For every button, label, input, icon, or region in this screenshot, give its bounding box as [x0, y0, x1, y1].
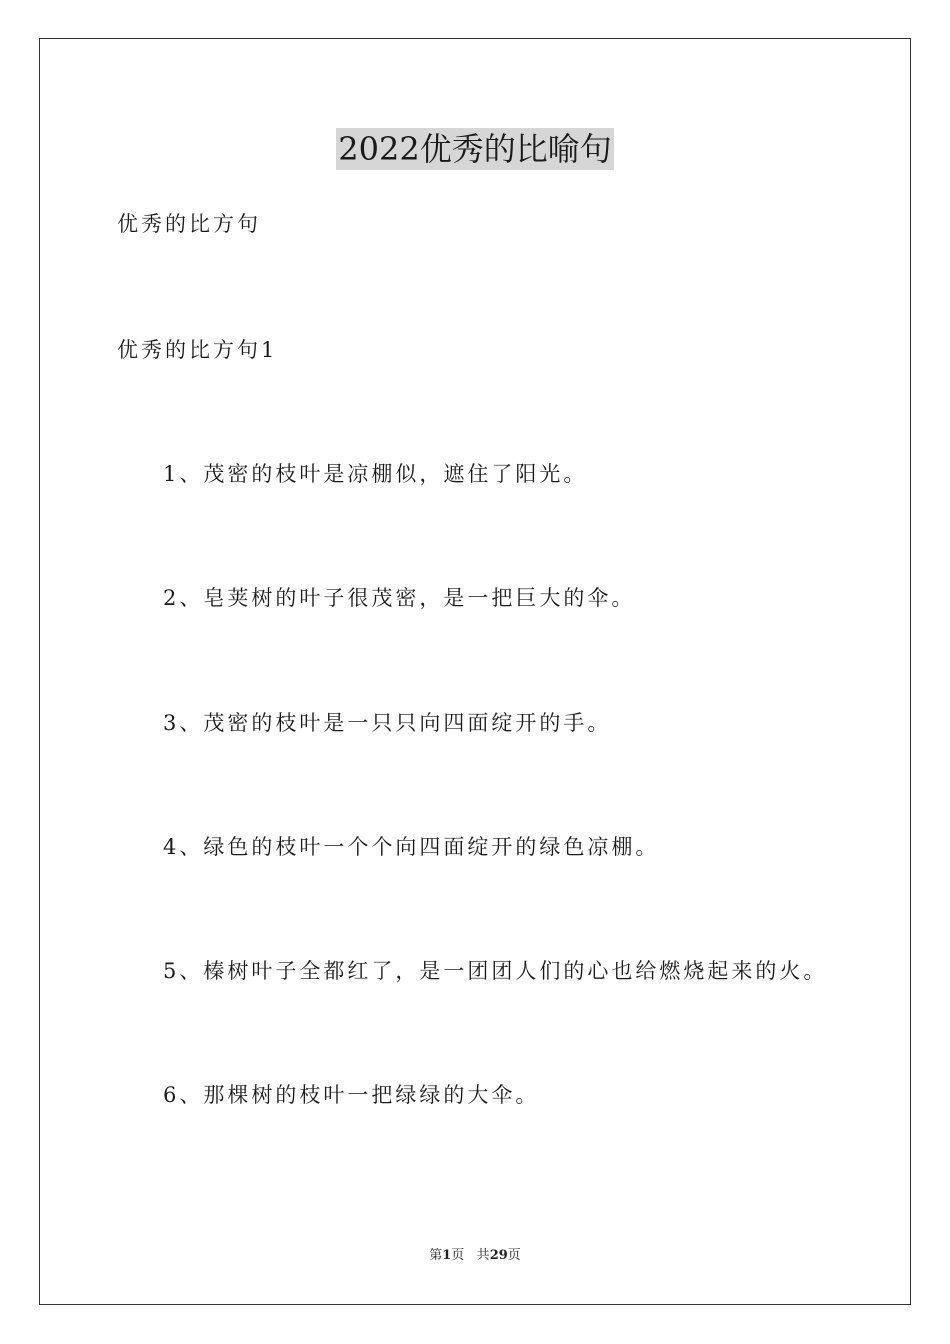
list-item: 6、那棵树的枝叶一把绿绿的大伞。 — [163, 1083, 540, 1107]
total-prefix: 共 — [476, 1248, 490, 1263]
total-suffix: 页 — [507, 1248, 521, 1263]
list-item: 1、茂密的枝叶是凉棚似，遮住了阳光。 — [163, 462, 588, 486]
section-heading: 优秀的比方句1 — [117, 338, 278, 362]
list-item: 2、皂荚树的叶子很茂密，是一把巨大的伞。 — [163, 586, 636, 610]
page-number: 1 — [442, 1248, 452, 1263]
list-item: 3、茂密的枝叶是一只只向四面绽开的手。 — [163, 711, 612, 735]
page-prefix: 第 — [429, 1248, 443, 1263]
document-subtitle: 优秀的比方句 — [117, 212, 261, 236]
page-footer — [0, 1247, 950, 1265]
list-item: 4、绿色的枝叶一个个向四面绽开的绿色凉棚。 — [163, 835, 660, 859]
total-pages: 29 — [489, 1248, 508, 1263]
document-title: 2022优秀的比喻句 — [338, 130, 612, 168]
page-suffix: 页 — [451, 1248, 465, 1263]
document-title-wrapper — [0, 128, 950, 170]
list-item: 5、榛树叶子全都红了，是一团团人们的心也给燃烧起来的火。 — [163, 959, 828, 983]
